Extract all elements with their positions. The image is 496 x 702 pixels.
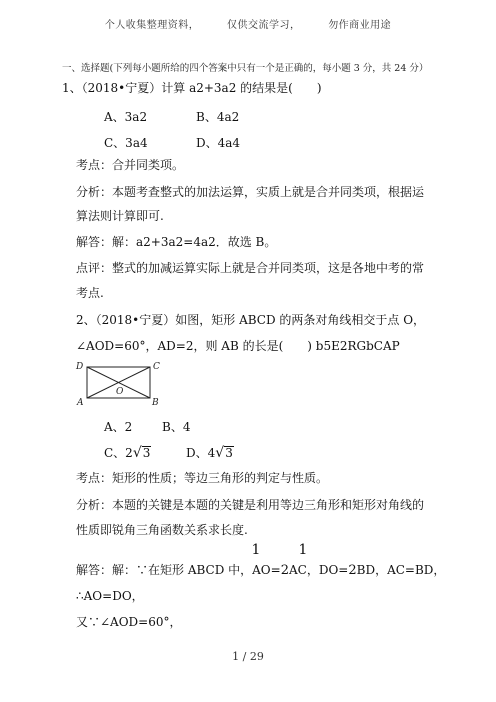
label-c: C bbox=[153, 362, 160, 372]
q2-option-d-prefix: D、4 bbox=[186, 446, 216, 460]
q2-option-b: B、4 bbox=[162, 420, 191, 434]
q1-fenxi-line1: 分析：本题考查整式的加法运算，实质上就是合并同类项，根据运 bbox=[76, 185, 425, 199]
label-d: D bbox=[76, 362, 84, 372]
q2-option-c bbox=[104, 444, 151, 461]
q2-jieda-suffix: BD，AC=BD， bbox=[356, 563, 446, 577]
q2-stem-line2: ∠AOD=60°，AD=2，则 AB 的长是( ) b5E2RGbCAP bbox=[76, 339, 400, 353]
q2-stem-line1: 2、（2018•宁夏）如图，矩形 ABCD 的两条对角线相交于点 O， bbox=[76, 313, 426, 327]
q2-option-c-prefix: C、2 bbox=[104, 446, 133, 460]
sqrt-icon: √ bbox=[132, 445, 142, 461]
label-o: O bbox=[116, 387, 124, 397]
q2-fenxi-line1: 分析：本题的关键是本题的关键是利用等边三角形和矩形对角线的 bbox=[76, 498, 425, 512]
q2-option-d bbox=[186, 444, 234, 461]
header-left: 个人收集整理资料， bbox=[104, 20, 200, 31]
sqrt-icon: √ bbox=[215, 445, 225, 461]
q2-option-d-radicand: 3 bbox=[225, 446, 233, 460]
q1-dianping-line2: 考点. bbox=[76, 286, 104, 300]
q1-option-c: C、3a4 bbox=[104, 136, 148, 150]
q2-jieda-prefix: 解答：解：∵在矩形 ABCD 中，AO= bbox=[76, 563, 281, 577]
q1-stem: 1、（2018•宁夏）计算 a2+3a2 的结果是( ) bbox=[62, 81, 322, 95]
q1-dianping-line1: 点评：整式的加减运算实际上就是合并同类项，这是各地中考的常 bbox=[76, 261, 425, 275]
header-right: 勿作商业用途 bbox=[328, 20, 392, 31]
q1-fenxi-line2: 算法则计算即可. bbox=[76, 209, 164, 223]
label-b: B bbox=[152, 398, 159, 406]
q1-option-d: D、4a4 bbox=[196, 136, 241, 150]
section-title: 一、选择题(下列每小题所给的四个答案中只有一个是正确的，每小题 3 分，共 24 分） bbox=[62, 63, 429, 74]
page-header bbox=[0, 16, 496, 31]
q2-jieda-line1 bbox=[76, 562, 445, 579]
q1-kaodian: 考点：合并同类项。 bbox=[76, 158, 185, 172]
q2-kaodian: 考点：矩形的性质；等边三角形的判定与性质。 bbox=[76, 471, 329, 485]
fraction-denominator: 2 bbox=[348, 563, 357, 578]
label-a: A bbox=[77, 398, 84, 406]
fraction-half-1 bbox=[250, 543, 262, 557]
rectangle-figure bbox=[74, 360, 164, 406]
page-number: 1 / 29 bbox=[232, 650, 264, 663]
fraction-numerator: 1 bbox=[251, 542, 261, 558]
header-middle: 仅供交流学习， bbox=[227, 20, 301, 31]
q1-option-b: B、4a2 bbox=[196, 110, 240, 124]
q2-jieda-line3: 又∵∠AOD=60°， bbox=[76, 615, 182, 629]
q1-option-a: A、3a2 bbox=[104, 110, 148, 124]
fraction-half-2 bbox=[297, 543, 309, 557]
q1-jieda: 解答：解：a2+3a2=4a2．故选 B。 bbox=[76, 235, 277, 249]
q2-jieda-mid: AC，DO= bbox=[288, 563, 349, 577]
fraction-numerator: 1 bbox=[298, 542, 308, 558]
q2-jieda-line2: ∴AO=DO， bbox=[76, 589, 144, 603]
q2-option-a: A、2 bbox=[104, 420, 133, 434]
q2-fenxi-line2: 性质即锐角三角函数关系求长度. bbox=[76, 523, 248, 537]
fraction-denominator: 2 bbox=[280, 563, 289, 578]
q2-option-c-radicand: 3 bbox=[142, 446, 151, 460]
